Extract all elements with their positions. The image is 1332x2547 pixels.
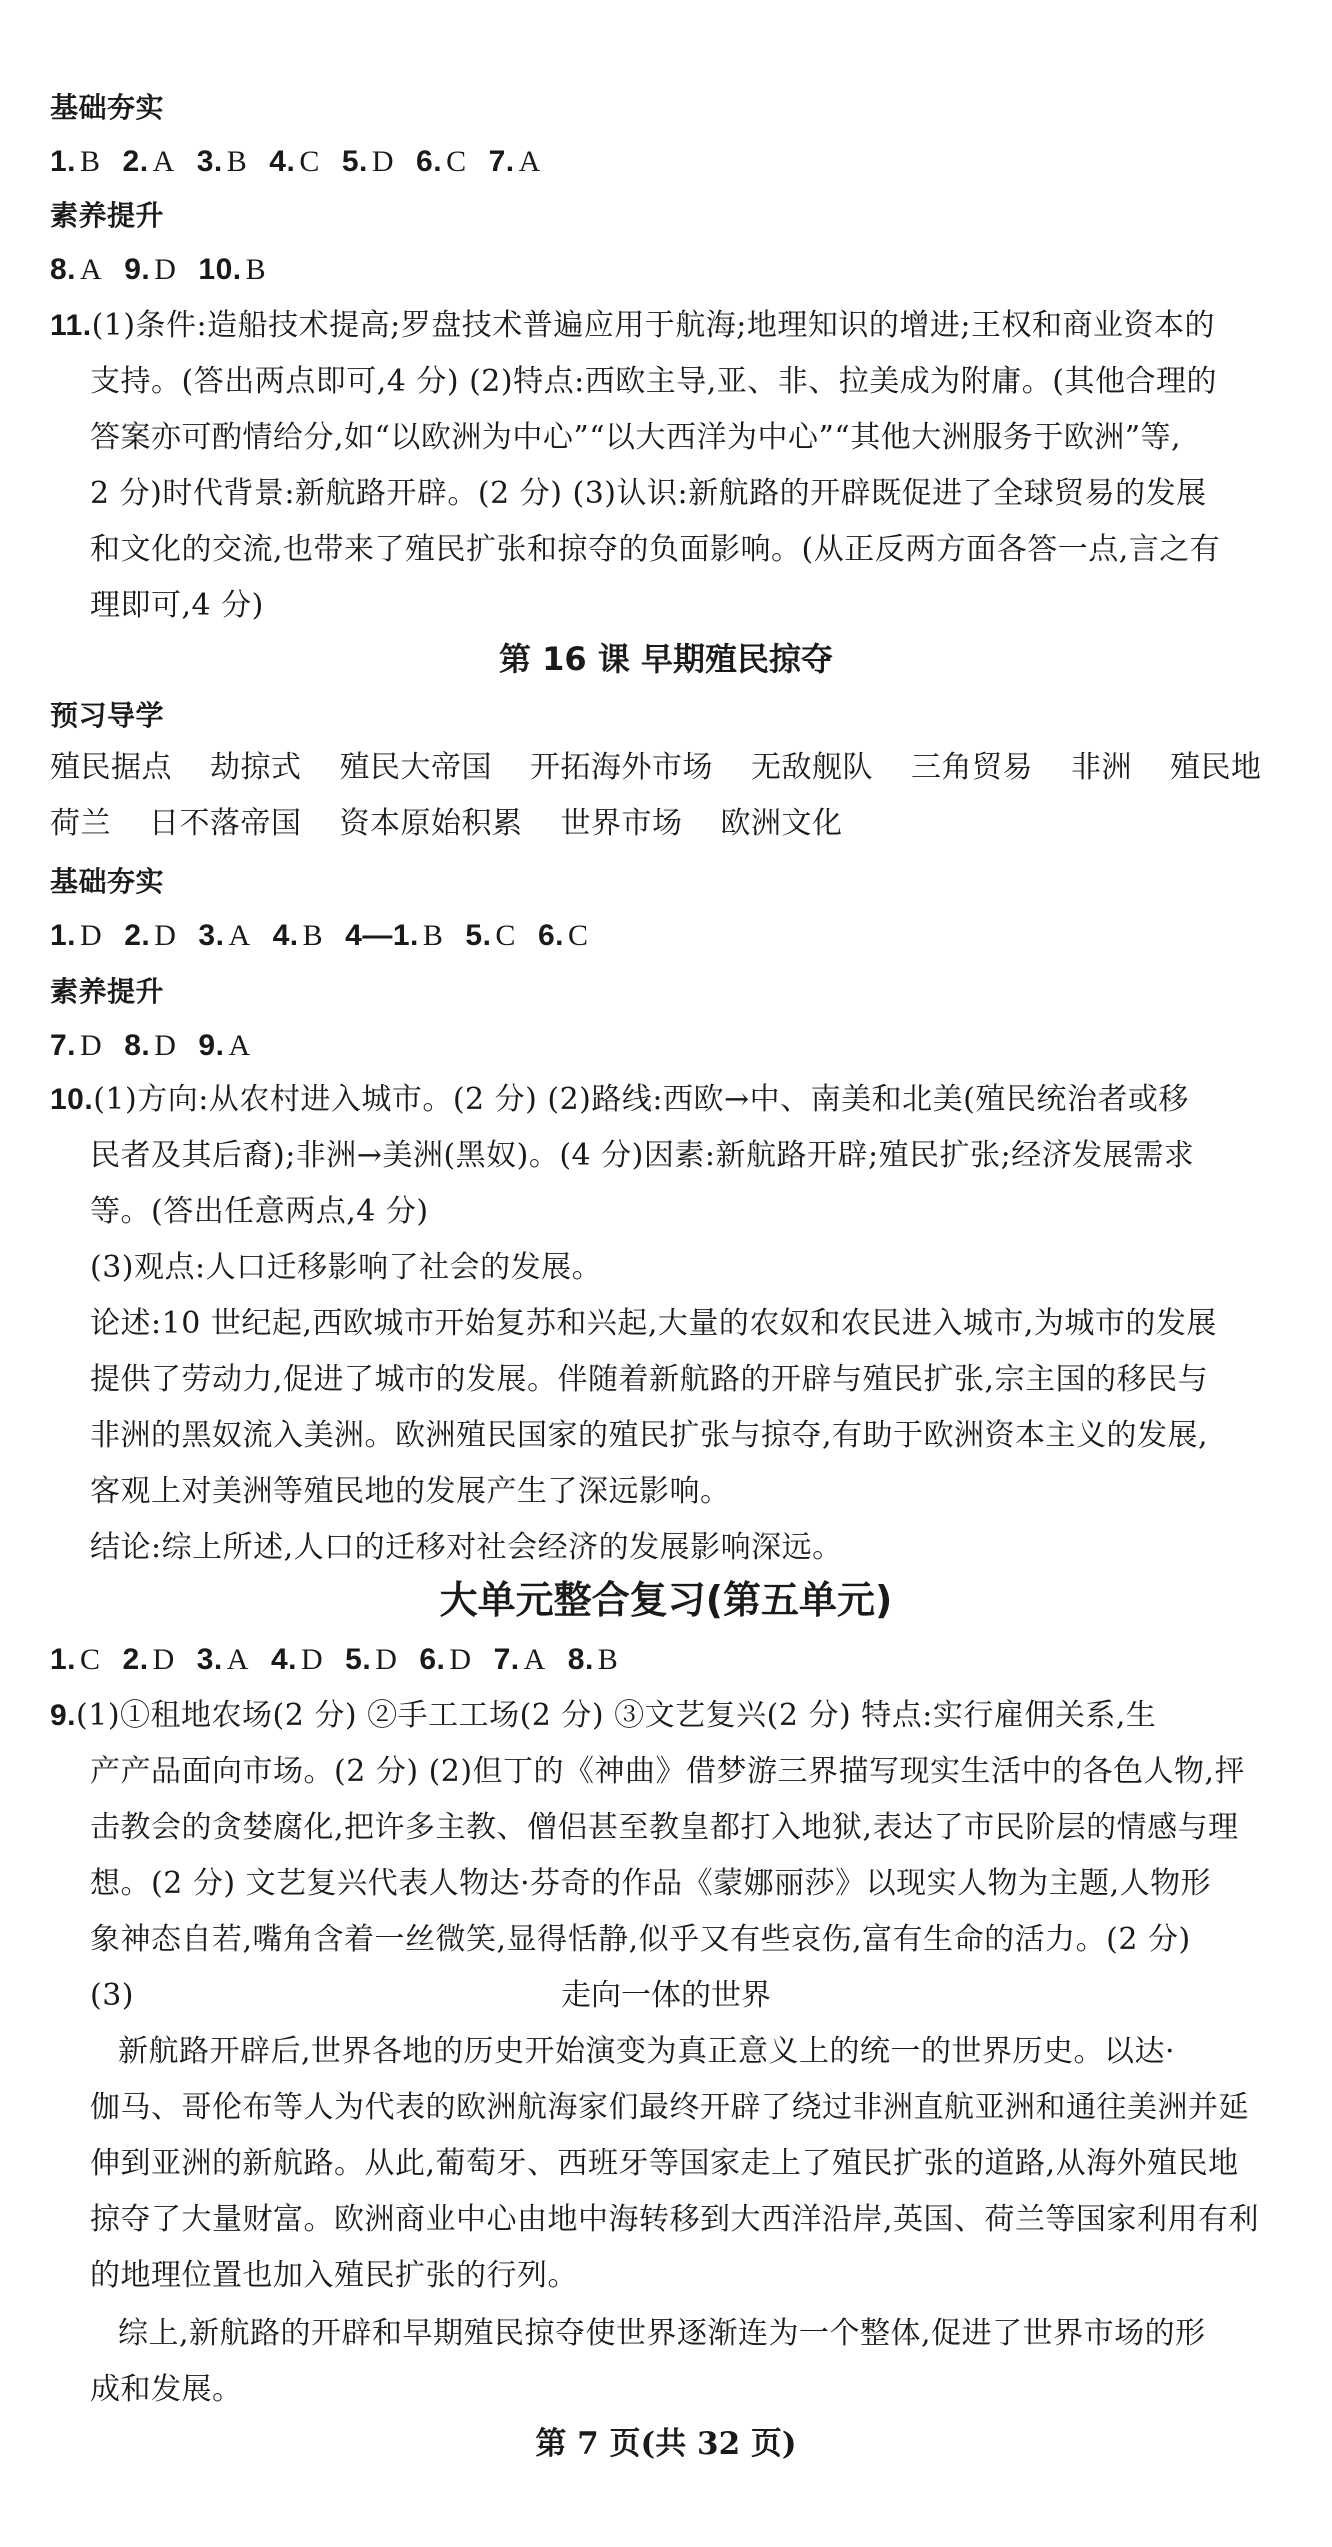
essay-line: 成和发展。 [90,2372,243,2407]
answer-number: 3. [198,919,225,952]
q10-text: (1)方向:从农村进入城市。(2 分) (2)路线:西欧→中、南美和北美(殖民统治者或移 [93,1082,1189,1117]
answer-item [198,252,288,287]
answer-number: 4. [270,1643,297,1676]
heading-basic: 基础夯实 [50,91,165,124]
answer-option: B [422,919,444,952]
basic-answers [50,142,1282,182]
heading-improve: 素养提升 [50,975,165,1008]
answer-number: 8. [567,1643,594,1676]
answer-option: D [80,919,103,952]
answer-item [198,1028,272,1063]
answer-number: 7. [50,1029,77,1062]
answer-item [568,1642,641,1677]
preview-terms-row [50,804,1282,844]
q11-line: 和文化的交流,也带来了殖民扩张和掠夺的负面影响。(从正反两方面各答一点,言之有 [90,532,1221,567]
q9-part3-label: (3) [90,1978,134,2013]
essay-line: 综上,新航路的开辟和早期殖民掠夺使世界逐渐连为一个整体,促进了世界市场的形 [118,2316,1206,2351]
q11-line: 2 分)时代背景:新航路开辟。(2 分) (3)认识:新航路的开辟既促进了全球贸易的发展 [90,476,1207,511]
answer-item [269,144,342,179]
preview-term: 世界市场 [560,806,683,841]
answer-item [489,144,563,179]
improve-answers [50,1026,1282,1066]
answer-option: D [80,1029,103,1062]
answer-number: 7. [488,145,515,178]
q10-line: 论述:10 世纪起,西欧城市开始复苏和兴起,大量的农奴和农民进入城市,为城市的发展 [90,1306,1217,1341]
preview-term: 非洲 [1071,750,1132,785]
answer-number: 9. [124,253,151,286]
q10-line: (3)观点:人口迁移影响了社会的发展。 [90,1250,603,1285]
q11-line: 支持。(答出两点即可,4 分) (2)特点:西欧主导,亚、非、拉美成为附庸。(其他合理的 [90,364,1217,399]
answer-item [198,918,272,953]
answer-option: D [375,1643,398,1676]
preview-term: 开拓海外市场 [530,750,713,785]
answer-number: 5. [345,1643,372,1676]
answer-item [50,252,124,287]
answer-number: 7. [493,1643,520,1676]
essay-line: 掠夺了大量财富。欧洲商业中心由地中海转移到大西洋沿岸,英国、荷兰等国家利用有利 [90,2202,1260,2237]
essay-line: 伸到亚洲的新航路。从此,葡萄牙、西班牙等国家走上了殖民扩张的道路,从海外殖民地 [90,2146,1239,2181]
answer-item [271,1642,345,1677]
unit5-title: 大单元整合复习(第五单元) [439,1578,893,1622]
unit5-answers [50,1640,1282,1680]
answer-number: 1. [50,145,77,178]
q9-line: 想。(2 分) 文艺复兴代表人物达·芬奇的作品《蒙娜丽莎》以现实人物为主题,人物形 [90,1866,1212,1901]
preview-term: 劫掠式 [210,750,302,785]
preview-term: 殖民地 [1170,750,1262,785]
preview-term: 资本原始积累 [339,806,523,841]
answer-number: 8. [50,253,77,286]
answer-item [50,144,123,179]
answer-number: 10. [198,253,242,286]
answer-option: A [228,919,251,952]
answer-option: C [446,145,467,178]
q10-line: 民者及其后裔);非洲→美洲(黑奴)。(4 分)因素:新航路开辟;殖民扩张;经济发展需求 [90,1138,1195,1173]
q9-line: 产产品面向市场。(2 分) (2)但丁的《神曲》借梦游三界描写现实生活中的各色人物,抨 [90,1754,1246,1789]
answer-number: 9. [198,1029,225,1062]
answer-option: D [449,1643,472,1676]
preview-term: 三角贸易 [911,750,1033,785]
answer-number: 5. [465,919,492,952]
heading-preview: 预习导学 [50,699,165,732]
answer-item [123,144,197,179]
answer-option: A [523,1643,546,1676]
essay-line: 的地理位置也加入殖民扩张的行列。 [90,2258,578,2293]
q11-line: 答案亦可酌情给分,如“以欧洲为中心”“以大西洋为中心”“其他大洲服务于欧洲”等, [90,420,1182,455]
answer-item [124,918,198,953]
answer-item [465,918,538,953]
answer-option: C [299,145,320,178]
answer-number: 1. [50,919,77,952]
q10-line [50,1080,1282,1120]
q11-line [50,306,1282,346]
answer-option: D [154,253,177,286]
answer-item [50,1028,124,1063]
answer-number: 5. [341,145,368,178]
answer-option: D [300,1643,324,1676]
answer-option: D [371,145,395,178]
answer-option: B [226,145,248,178]
q11-number: 11. [50,309,92,342]
answer-item [50,918,124,953]
answer-item [494,1642,568,1677]
answer-option: B [302,919,324,952]
answer-number: 1. [50,1643,77,1676]
q9-line: 击教会的贪婪腐化,把许多主教、僧侣甚至教皇都打入地狱,表达了市民阶层的情感与理 [90,1810,1239,1845]
answer-option: C [495,919,516,952]
q10-number: 10. [50,1083,94,1116]
q11-line: 理即可,4 分) [90,588,264,623]
essay-title: 走向一体的世界 [561,1978,771,2013]
answer-number: 2. [122,1643,149,1676]
answer-item [345,918,465,953]
answer-option: B [245,253,267,286]
answer-number: 8. [124,1029,151,1062]
q10-line: 提供了劳动力,促进了城市的发展。伴随着新航路的开辟与殖民扩张,宗主国的移民与 [90,1362,1209,1397]
preview-term: 殖民据点 [50,750,172,785]
answer-option: A [228,1029,251,1062]
answer-number: 6. [419,1643,446,1676]
answer-number: 4—1. [345,919,419,952]
answer-item [345,1642,419,1677]
answer-number: 2. [122,145,149,178]
answer-item [124,252,198,287]
q10-line: 等。(答出任意两点,4 分) [90,1194,429,1229]
essay-line: 新航路开辟后,世界各地的历史开始演变为真正意义上的统一的世界历史。以达· [118,2034,1176,2069]
answer-option: B [597,1643,619,1676]
answer-item [197,1642,271,1677]
heading-improve: 素养提升 [50,199,165,232]
answer-option: C [80,1643,101,1676]
answer-number: 2. [124,919,151,952]
answer-number: 6. [416,145,443,178]
q9-text: (1)①租地农场(2 分) ②手工工场(2 分) ③文艺复兴(2 分) 特点:实行雇佣关系,生 [76,1698,1157,1733]
lesson16-title: 第 16 课 早期殖民掠夺 [499,640,833,678]
preview-term: 欧洲文化 [720,806,843,841]
q9-line: 象神态自若,嘴角含着一丝微笑,显得恬静,似乎又有些哀伤,富有生命的活力。(2 分) [90,1922,1191,1957]
q10-line: 非洲的黑奴流入美洲。欧洲殖民国家的殖民扩张与掠夺,有助于欧洲资本主义的发展, [90,1418,1209,1453]
answer-option: B [80,145,101,178]
answer-option: A [80,253,103,286]
heading-basic: 基础夯实 [50,865,165,898]
essay-line: 伽马、哥伦布等人为代表的欧洲航海家们最终开辟了绕过非洲直航亚洲和通往美洲并延 [90,2090,1249,2125]
answer-option: C [567,919,589,952]
answer-item [538,918,611,953]
improve-answers [50,250,1282,290]
answer-number: 3. [196,1643,223,1676]
answer-option: A [152,145,175,178]
answer-item [416,144,489,179]
answer-item [342,144,416,179]
answer-number: 3. [196,145,223,178]
preview-terms-row [50,748,1282,788]
q10-line: 客观上对美洲等殖民地的发展产生了深远影响。 [90,1474,731,1509]
answer-option: A [226,1643,249,1676]
answer-item [123,1642,197,1677]
q9-line [50,1696,1282,1736]
preview-term: 荷兰 [50,806,111,841]
q10-line: 结论:综上所述,人口的迁移对社会经济的发展影响深远。 [90,1530,843,1565]
preview-term: 无敌舰队 [751,750,873,785]
preview-term: 殖民大帝国 [339,750,492,785]
answer-item [197,144,270,179]
answer-number: 4. [269,145,296,178]
answer-option: D [152,1643,175,1676]
q9-number: 9. [50,1699,77,1732]
preview-term: 日不落帝国 [149,806,302,841]
answer-number: 4. [272,919,299,952]
answer-item [419,1642,493,1677]
answer-option: A [518,145,541,178]
q11-text: (1)条件:造船技术提高;罗盘技术普遍应用于航海;地理知识的增进;王权和商业资本的 [91,308,1215,343]
answer-number: 6. [537,919,564,952]
answer-item [273,918,346,953]
page-number: 第 7 页(共 32 页) [535,2426,797,2462]
basic-answers [50,916,1282,956]
answer-option: D [154,919,177,952]
answer-item [124,1028,198,1063]
answer-item [50,1642,123,1677]
answer-option: D [154,1029,177,1062]
